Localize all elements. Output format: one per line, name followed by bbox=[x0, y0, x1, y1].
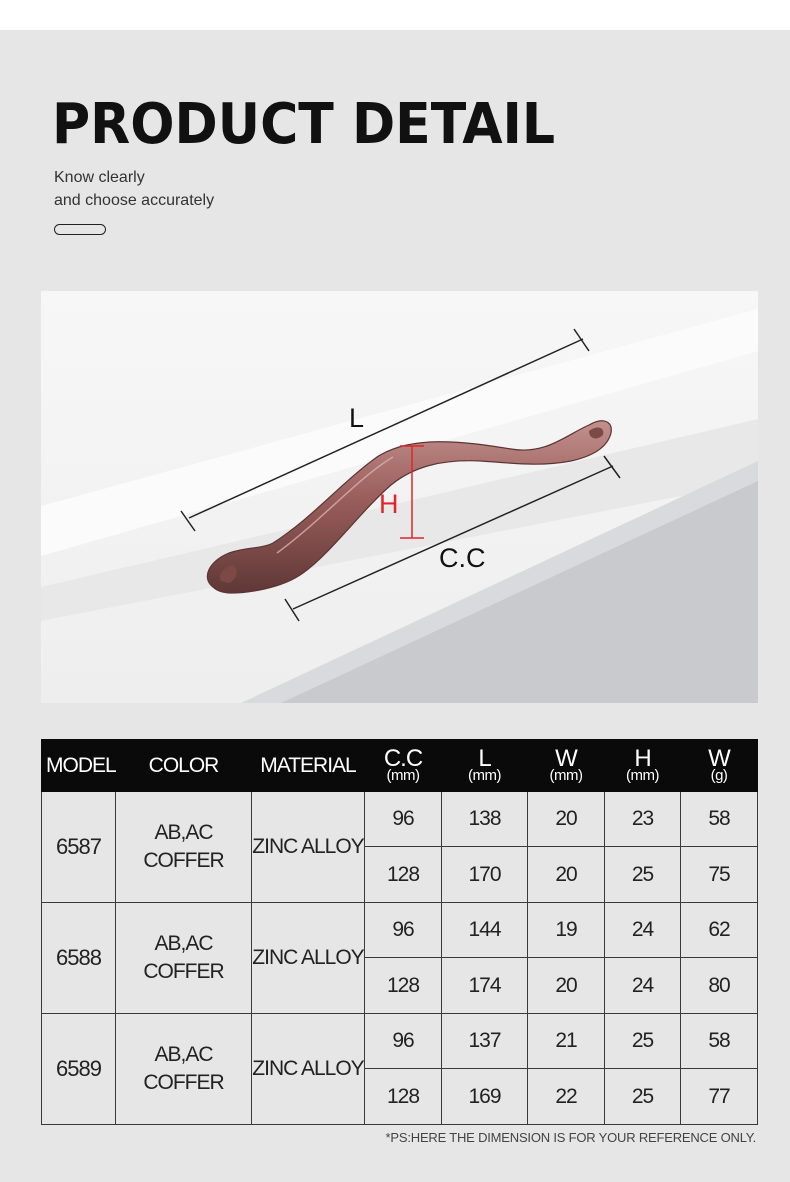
header-length-label: L bbox=[478, 744, 491, 772]
cc-cell: 96 bbox=[365, 792, 442, 847]
length-cell: 174 bbox=[442, 958, 528, 1014]
handle-dimension-illustration bbox=[41, 291, 758, 703]
reference-note: *PS:HERE THE DIMENSION IS FOR YOUR REFERENCE ONLY. bbox=[385, 1130, 756, 1145]
color-line-2: COFFER bbox=[143, 960, 224, 983]
cc-cell: 96 bbox=[365, 1014, 442, 1069]
table-header-row bbox=[42, 740, 758, 792]
header-length-unit: (mm) bbox=[468, 766, 501, 784]
width-cell: 22 bbox=[528, 1069, 605, 1125]
header-model: MODEL bbox=[42, 740, 116, 792]
table-row bbox=[42, 1014, 758, 1069]
header-weight-label: W bbox=[708, 744, 730, 772]
cc-cell: 128 bbox=[365, 847, 442, 903]
cc-label: C.C bbox=[439, 543, 486, 573]
subtitle-line-1: Know clearly bbox=[54, 169, 145, 186]
material-cell: ZINC ALLOY bbox=[252, 792, 365, 903]
header-height bbox=[605, 740, 681, 792]
color-cell bbox=[116, 792, 252, 903]
header-color: COLOR bbox=[116, 740, 252, 792]
table-row bbox=[42, 792, 758, 847]
height-cell: 24 bbox=[605, 903, 681, 958]
page-title: PRODUCT DETAIL bbox=[52, 92, 556, 157]
width-cell: 19 bbox=[528, 903, 605, 958]
weight-cell: 58 bbox=[681, 1014, 758, 1069]
color-cell bbox=[116, 1014, 252, 1125]
height-cell: 25 bbox=[605, 1069, 681, 1125]
width-cell: 21 bbox=[528, 1014, 605, 1069]
header-weight bbox=[681, 740, 758, 792]
length-cell: 138 bbox=[442, 792, 528, 847]
length-cell: 144 bbox=[442, 903, 528, 958]
length-cell: 170 bbox=[442, 847, 528, 903]
height-cell: 25 bbox=[605, 847, 681, 903]
color-line-2: COFFER bbox=[143, 1071, 224, 1094]
color-line-2: COFFER bbox=[143, 849, 224, 872]
width-cell: 20 bbox=[528, 847, 605, 903]
model-cell: 6587 bbox=[42, 792, 116, 903]
header-width-label: W bbox=[555, 744, 577, 772]
length-label: L bbox=[349, 403, 365, 433]
color-line-1: AB,AC bbox=[154, 932, 213, 955]
cc-cell: 128 bbox=[365, 958, 442, 1014]
model-cell: 6588 bbox=[42, 903, 116, 1014]
cc-cell: 96 bbox=[365, 903, 442, 958]
model-cell: 6589 bbox=[42, 1014, 116, 1125]
product-photo bbox=[41, 291, 758, 703]
header-weight-unit: (g) bbox=[710, 766, 728, 784]
material-cell: ZINC ALLOY bbox=[252, 903, 365, 1014]
color-line-1: AB,AC bbox=[154, 821, 213, 844]
color-cell bbox=[116, 903, 252, 1014]
page-subtitle bbox=[54, 166, 214, 212]
cc-cell: 128 bbox=[365, 1069, 442, 1125]
height-cell: 24 bbox=[605, 958, 681, 1014]
weight-cell: 77 bbox=[681, 1069, 758, 1125]
header-cc-unit: (mm) bbox=[386, 766, 420, 784]
width-cell: 20 bbox=[528, 792, 605, 847]
decorative-pill bbox=[54, 224, 106, 235]
header-material: MATERIAL bbox=[252, 740, 365, 792]
header-length bbox=[442, 740, 528, 792]
height-cell: 23 bbox=[605, 792, 681, 847]
weight-cell: 62 bbox=[681, 903, 758, 958]
width-cell: 20 bbox=[528, 958, 605, 1014]
header-cc-label: C.C bbox=[383, 744, 423, 772]
header-cc bbox=[365, 740, 442, 792]
weight-cell: 75 bbox=[681, 847, 758, 903]
length-cell: 169 bbox=[442, 1069, 528, 1125]
height-label: H bbox=[379, 489, 399, 519]
header-width bbox=[528, 740, 605, 792]
header-width-unit: (mm) bbox=[549, 766, 583, 784]
height-cell: 25 bbox=[605, 1014, 681, 1069]
spec-table bbox=[41, 739, 758, 1125]
header-height-label: H bbox=[634, 744, 651, 772]
color-line-1: AB,AC bbox=[154, 1043, 213, 1066]
table-row bbox=[42, 903, 758, 958]
weight-cell: 80 bbox=[681, 958, 758, 1014]
material-cell: ZINC ALLOY bbox=[252, 1014, 365, 1125]
weight-cell: 58 bbox=[681, 792, 758, 847]
length-cell: 137 bbox=[442, 1014, 528, 1069]
subtitle-line-2: and choose accurately bbox=[54, 192, 215, 209]
header-height-unit: (mm) bbox=[626, 766, 659, 784]
